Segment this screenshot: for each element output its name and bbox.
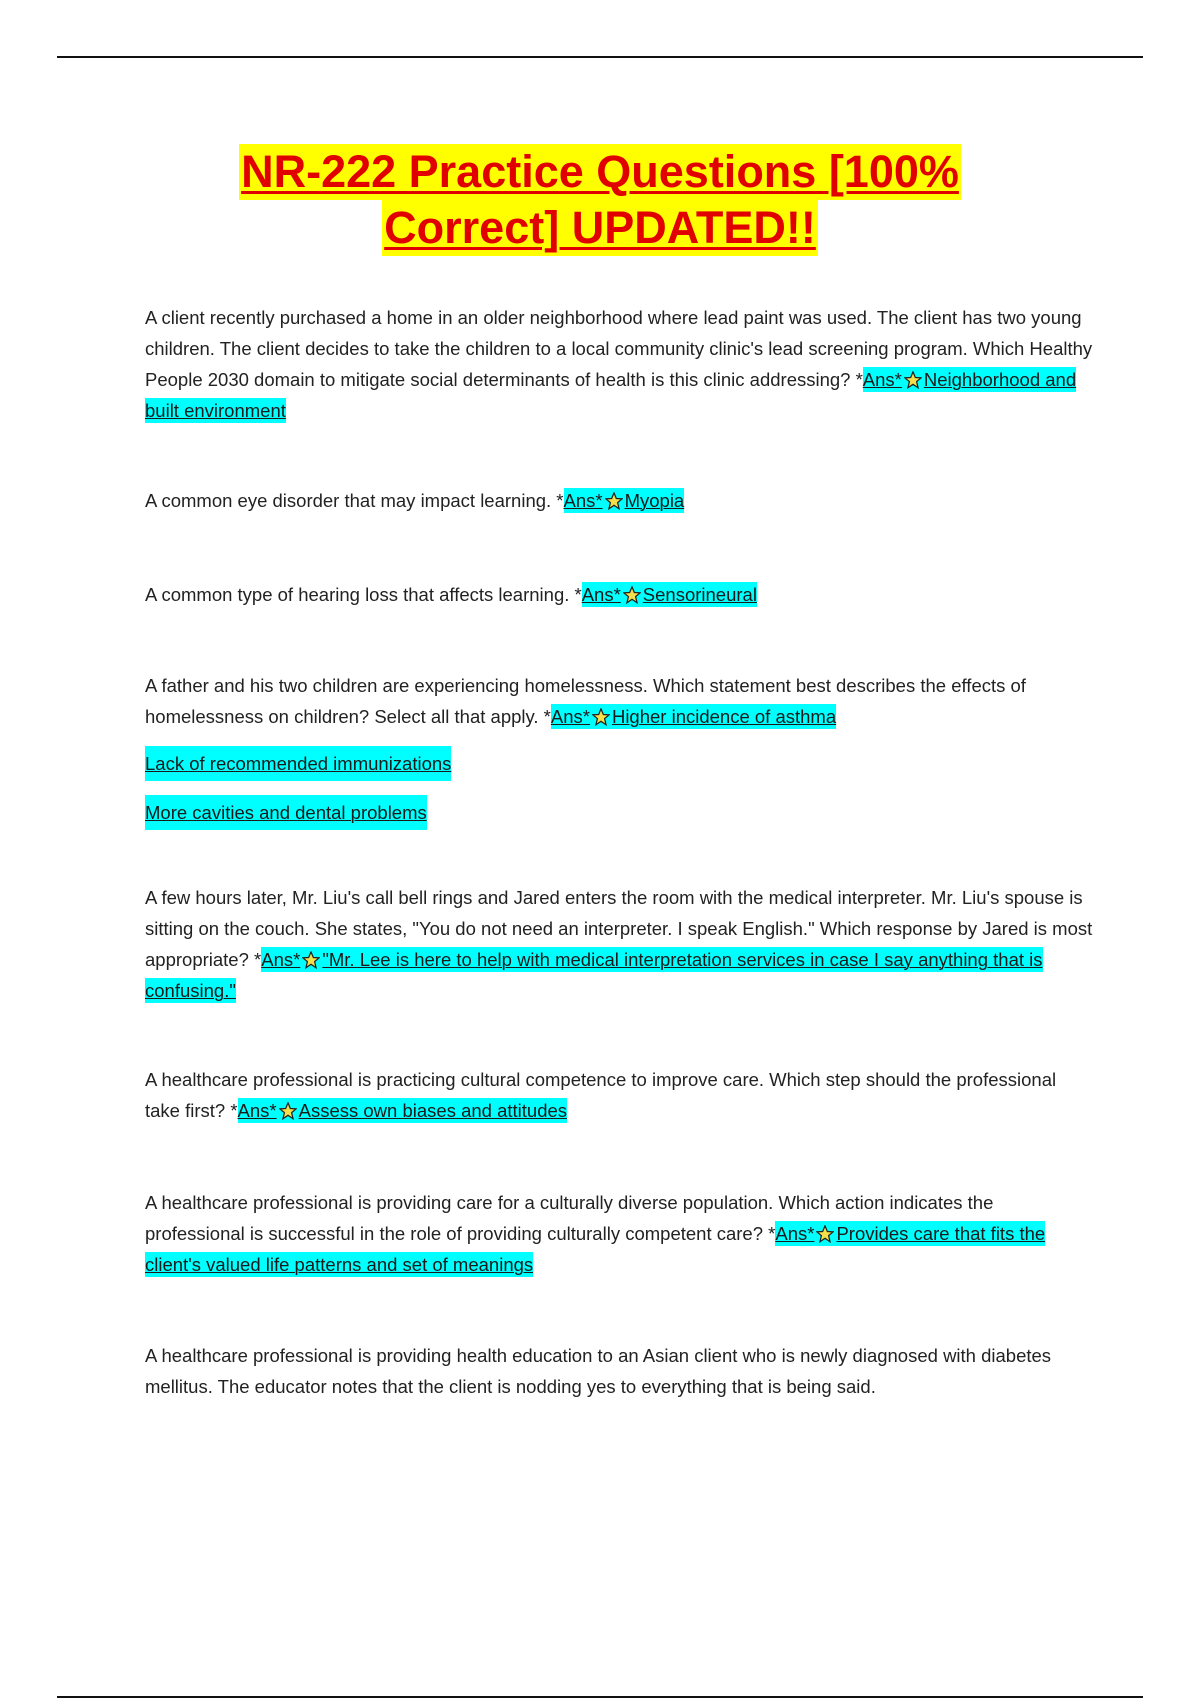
answer-text: Myopia [624, 490, 685, 511]
question-text: A father and his two children are experiencing homelessness. Which statement best describes the effects of homelessness on children? Select all that apply. * [145, 675, 1026, 727]
question-text: A client recently purchased a home in an older neighborhood where lead paint was used. The client has two young children. The client decides to take the children to a local community clinic's lead screening program. Which Healthy People 2030 domain to mitigate social determinants of health is this clinic addressing? * [145, 307, 1093, 390]
extra-answer: Lack of recommended immunizations [145, 746, 451, 781]
answer-text: Higher incidence of asthma [611, 706, 837, 727]
answer-text: Sensorineural [642, 584, 757, 605]
top-rule [57, 56, 1143, 58]
answer-highlight [582, 582, 757, 607]
question-block [145, 882, 1095, 1006]
star-icon [605, 492, 623, 510]
question-text: A common eye disorder that may impact learning. * [145, 490, 564, 511]
star-icon [279, 1102, 297, 1120]
answer-text: Neighborhood and built environment [145, 369, 1077, 421]
question-block [145, 579, 1095, 610]
answer-prefix: Ans* [563, 490, 603, 511]
answer-prefix: Ans* [862, 369, 902, 390]
answer-prefix: Ans* [237, 1100, 277, 1121]
star-icon [302, 951, 320, 969]
answer-highlight [145, 947, 1043, 1003]
question-block [145, 485, 1095, 516]
question-text: A common type of hearing loss that affects learning. * [145, 584, 582, 605]
title-line-2: Correct] UPDATED!! [382, 200, 818, 256]
question-text: A healthcare professional is providing health education to an Asian client who is newly diagnosed with diabetes mellitus. The educator notes that the client is nodding yes to everything that is being said. [145, 1345, 1052, 1397]
question-text: A healthcare professional is practicing cultural competence to improve care. Which step should the professional take first? * [145, 1069, 1057, 1121]
question-block [145, 1064, 1095, 1126]
answer-text: "Mr. Lee is here to help with medical interpretation services in case I say anything that is confusing." [145, 949, 1043, 1001]
answer-highlight [564, 488, 685, 513]
star-icon [623, 586, 641, 604]
answer-text: Provides care that fits the client's valued life patterns and set of meanings [145, 1223, 1046, 1275]
document-title [0, 144, 1200, 256]
question-text: A healthcare professional is providing care for a culturally diverse population. Which action indicates the professional is successful in the role of providing culturally competent care? * [145, 1192, 994, 1244]
star-icon [592, 708, 610, 726]
question-block [145, 1187, 1095, 1280]
star-icon [904, 371, 922, 389]
answer-prefix: Ans* [581, 584, 621, 605]
extra-answer: More cavities and dental problems [145, 795, 427, 830]
answer-prefix: Ans* [775, 1223, 815, 1244]
star-icon [816, 1225, 834, 1243]
question-text: A few hours later, Mr. Liu's call bell rings and Jared enters the room with the medical interpreter. Mr. Liu's spouse is sitting on the couch. She states, "You do not need an interpreter. I speak English." Which response by Jared is most appropriate? * [145, 887, 1093, 970]
title-line-1: NR-222 Practice Questions [100% [239, 144, 961, 200]
answer-prefix: Ans* [261, 949, 301, 970]
question-block [145, 302, 1095, 426]
question-block [145, 670, 1095, 830]
bottom-rule [57, 1696, 1143, 1698]
answer-highlight [551, 704, 836, 729]
answer-prefix: Ans* [550, 706, 590, 727]
question-block [145, 1340, 1095, 1402]
answer-highlight [238, 1098, 567, 1123]
answer-text: Assess own biases and attitudes [298, 1100, 568, 1121]
